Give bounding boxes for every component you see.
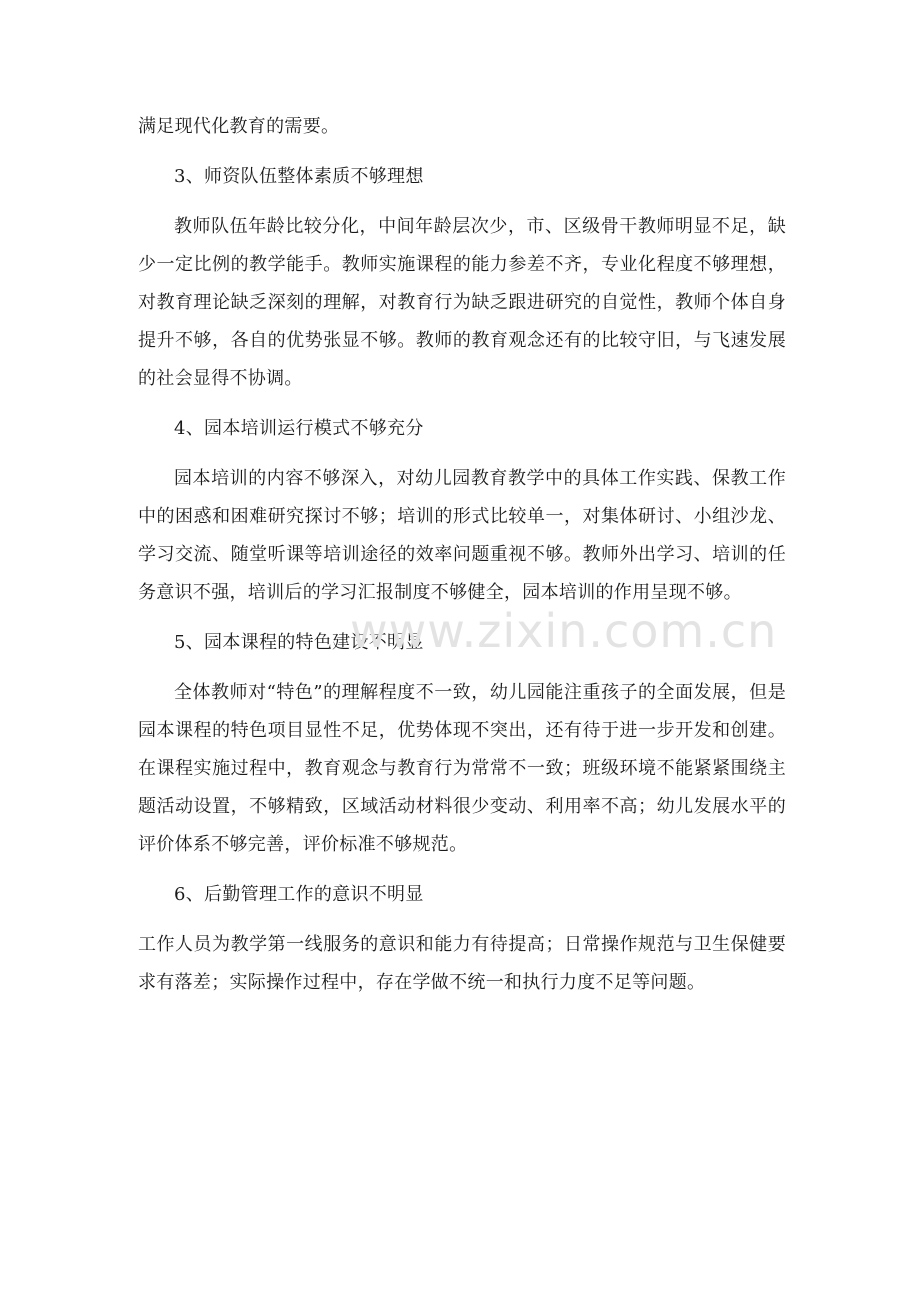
section-heading-5: 5、园本课程的特色建设不明显 (174, 632, 424, 653)
paragraph-section-6: 工作人员为教学第一线服务的意识和能力有待提高；日常操作规范与卫生保健要求有落差；实际操作过程中，存在学做不统一和执行力度不足等问题。 (138, 934, 786, 993)
section-heading-3: 3、师资队伍整体素质不够理想 (174, 166, 424, 187)
section-heading-6: 6、后勤管理工作的意识不明显 (174, 884, 424, 905)
document-body (138, 108, 786, 1002)
section-heading-4: 4、园本培训运行模式不够充分 (174, 418, 424, 439)
paragraph-intro-continuation: 满足现代化教育的需要。 (138, 116, 340, 137)
paragraph-section-3: 教师队伍年龄比较分化，中间年龄层次少，市、区级骨干教师明显不足，缺少一定比例的教学能手。教师实施课程的能力参差不齐，专业化程度不够理想，对教育理论缺乏深刻的理解，对教育行为缺乏跟进研究的自觉性，教师个体自身提升不够，各自的优势张显不够。教师的教育观念还有的比较守旧，与飞速发展的社会显得不协调。 (138, 216, 786, 389)
paragraph-section-5: 全体教师对“特色”的理解程度不一致，幼儿园能注重孩子的全面发展，但是园本课程的特色项目显性不足，优势体现不突出，还有待于进一步开发和创建。在课程实施过程中，教育观念与教育行为常常不一致；班级环境不能紧紧围绕主题活动设置，不够精致，区域活动材料很少变动、利用率不高；幼儿发展水平的评价体系不够完善，评价标准不够规范。 (138, 682, 786, 855)
watermark-text: www.zixin.com.cn (350, 604, 778, 658)
paragraph-section-4: 园本培训的内容不够深入，对幼儿园教育教学中的具体工作实践、保教工作中的困惑和困难研究探讨不够；培训的形式比较单一，对集体研讨、小组沙龙、学习交流、随堂听课等培训途径的效率问题重视不够。教师外出学习、培训的任务意识不强，培训后的学习汇报制度不够健全，园本培训的作用呈现不够。 (138, 468, 786, 603)
